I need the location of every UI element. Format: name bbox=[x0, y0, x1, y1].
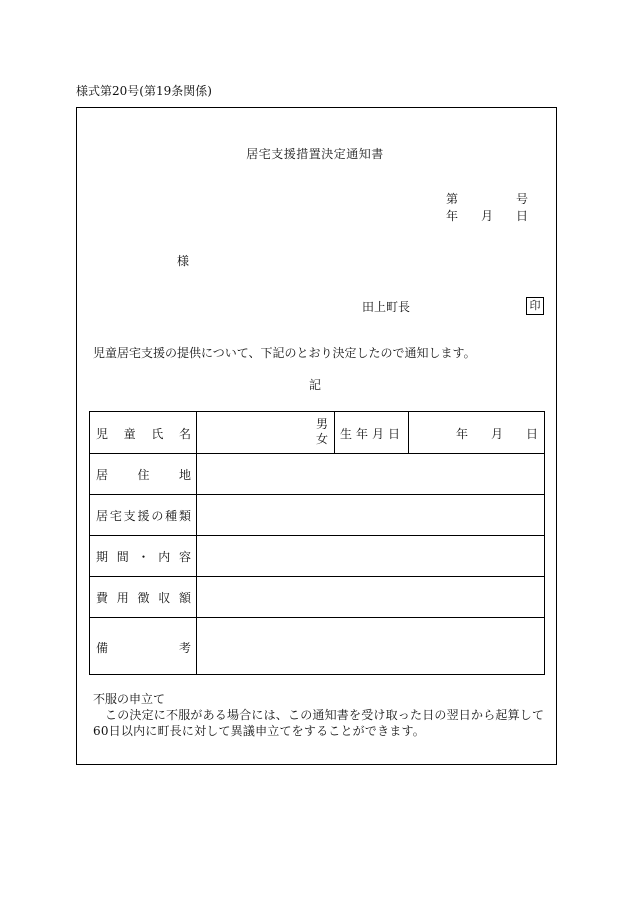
birth-date-column-divider bbox=[408, 412, 409, 453]
intro-text: 児童居宅支援の提供について、下記のとおり決定したので通知します。 bbox=[93, 346, 476, 360]
sex-female: 女 bbox=[316, 432, 329, 446]
remarks-label: 備 考 bbox=[96, 641, 191, 655]
form-number: 様式第20号(第19条関係) bbox=[76, 84, 212, 98]
document-number bbox=[446, 190, 528, 207]
support-type-label: 居 宅 支 援 の 種 類 bbox=[96, 509, 191, 523]
document-title: 居宅支援措置決定通知書 bbox=[246, 147, 384, 161]
issue-date-month: 月 bbox=[480, 209, 493, 223]
label-column-divider bbox=[196, 412, 197, 674]
issue-date-year: 年 bbox=[446, 209, 459, 223]
issue-date bbox=[446, 207, 528, 224]
period-content-label: 期 間 ・ 内 容 bbox=[96, 550, 191, 564]
document-number-suffix: 号 bbox=[515, 192, 528, 206]
fee-label: 費 用 徴 収 額 bbox=[96, 591, 191, 605]
issue-date-day: 日 bbox=[515, 209, 528, 223]
sex-column-divider bbox=[334, 412, 335, 453]
appeal-body: この決定に不服がある場合には、この通知書を受け取った日の翌日から起算して60日以内に町長に対して異議申立てをすることができます。 bbox=[93, 708, 545, 738]
sex-options bbox=[316, 417, 328, 447]
row-divider bbox=[90, 535, 544, 536]
row-divider bbox=[90, 453, 544, 454]
seal-box: 印 bbox=[526, 297, 544, 315]
birth-date-value: 年 月 日 bbox=[456, 427, 538, 441]
document-number-prefix: 第 bbox=[446, 192, 459, 206]
child-name-label: 児 童 氏 名 bbox=[96, 427, 191, 441]
row-divider bbox=[90, 576, 544, 577]
row-divider bbox=[90, 494, 544, 495]
residence-label: 居 住 地 bbox=[96, 468, 191, 482]
ki-heading: 記 bbox=[308, 378, 321, 392]
decision-table bbox=[89, 411, 545, 675]
birth-date-label: 生 年 月 日 bbox=[340, 427, 400, 441]
row-divider bbox=[90, 617, 544, 618]
addressee-suffix: 様 bbox=[177, 254, 190, 268]
sender-title: 田上町長 bbox=[362, 300, 411, 314]
sex-male: 男 bbox=[316, 417, 329, 431]
appeal-heading: 不服の申立て bbox=[93, 692, 166, 706]
